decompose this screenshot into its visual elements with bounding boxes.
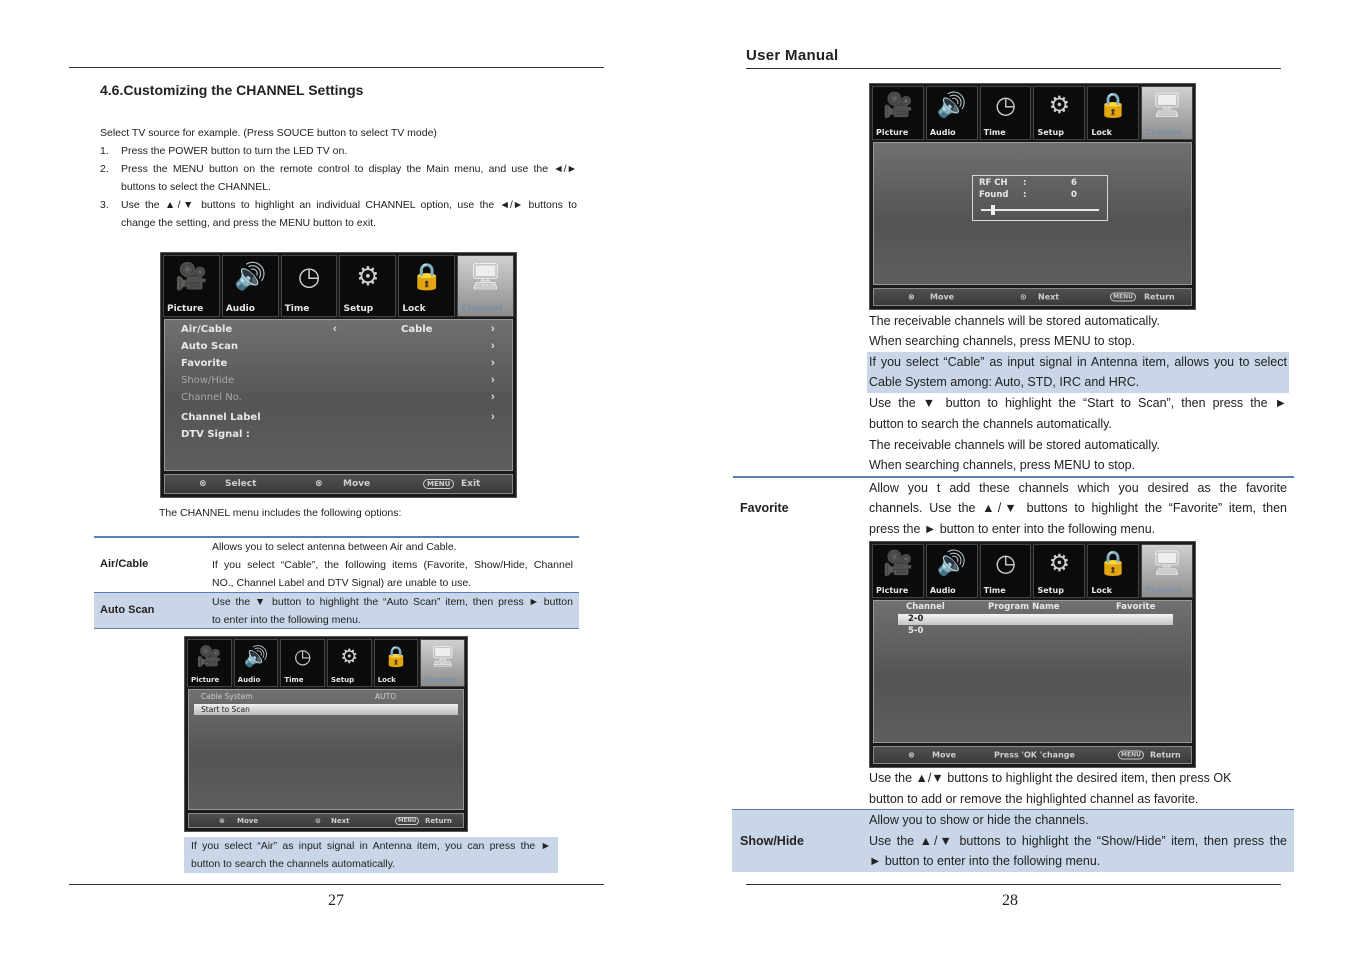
para-start-scan-1: Use the ▼ button to highlight the “Start to Scan”, then press the ► — [869, 396, 1287, 410]
step-2-text-cont: buttons to select the CHANNEL. — [121, 181, 271, 193]
speaker-icon: 🔊 — [243, 645, 269, 668]
figure-caption: The CHANNEL menu includes the following options: — [159, 507, 402, 519]
table-bottom-rule — [94, 628, 579, 629]
tv-icon-audio: 🔊 Audio — [926, 544, 978, 598]
cable-system-label: Cable System — [201, 692, 253, 701]
top-rule-left — [69, 67, 604, 68]
intro-text: Select TV source for example. (Press SOUCE button to select TV mode) — [100, 127, 437, 139]
section-number: 4.6. — [100, 82, 124, 98]
channel-row: 5-0 — [908, 626, 924, 636]
tv-icon-channel: 🖥 Channel — [457, 255, 514, 317]
tv-icon-channel: 🖥 Channel — [420, 639, 465, 687]
right-arrow-icon: › — [491, 340, 495, 352]
gear-icon: ⚙ — [356, 260, 380, 291]
para-stop-2: When searching channels, press MENU to stop. — [869, 458, 1136, 472]
favorite-desc-1: Allow you t add these channels which you desired as the favorite — [869, 481, 1287, 495]
favorite-after-2: button to add or remove the highlighted channel as favorite. — [869, 792, 1199, 806]
tv-icon-time: ◷ Time — [980, 86, 1032, 140]
leftright-icon: ⊗ — [315, 479, 323, 489]
tv-icon-channel: 🖥 Channel — [1141, 86, 1193, 140]
bottom-rule-left — [69, 884, 604, 885]
tv-icon-setup: ⚙ Setup — [1033, 544, 1085, 598]
right-arrow-icon: › — [491, 357, 495, 369]
air-note-line-1: If you select “Air” as input signal in Antenna item, you can press the ► — [191, 840, 551, 852]
tv-menu-value: Cable — [401, 324, 433, 335]
para-stored-1: The receivable channels will be stored automatically. — [869, 314, 1160, 328]
cable-note-line-2: Cable System among: Auto, STD, IRC and HRC. — [869, 375, 1140, 389]
step-1-text: Press the POWER button to turn the LED TV on. — [121, 145, 348, 157]
tv-icon-setup: ⚙ Setup — [327, 639, 372, 687]
tv-footer: ⊗ Move ⊙ Next MENU Return — [873, 288, 1192, 306]
scan-progress-marker — [991, 205, 995, 215]
tv-icon-setup: ⚙ Setup — [1033, 86, 1085, 140]
clock-icon: ◷ — [995, 550, 1017, 578]
lock-icon: 🔒 — [1098, 92, 1129, 120]
favorite-desc-3: press the ► button to enter into the following menu. — [869, 522, 1156, 536]
tv-icon-bar — [163, 255, 514, 317]
column-channel: Channel — [906, 602, 945, 612]
auto-scan-desc-2: to enter into the following menu. — [212, 614, 361, 626]
menu-key-icon: MENU — [1118, 751, 1144, 760]
lock-icon: 🔒 — [1098, 550, 1129, 578]
tv-icon-bar — [187, 639, 465, 687]
tv-icon-time: ◷ Time — [980, 544, 1032, 598]
auto-scan-desc-1: Use the ▼ button to highlight the “Auto Scan” item, then press ► button — [212, 596, 573, 608]
found-label: Found — [979, 190, 1009, 200]
clock-icon: ◷ — [297, 260, 321, 291]
right-arrow-icon: › — [491, 323, 495, 335]
tv-screen — [188, 689, 464, 810]
ok-icon: ⊙ — [1020, 292, 1027, 302]
tv-icon-bar — [872, 544, 1193, 598]
monitor-icon: 🖥 — [469, 260, 503, 291]
scan-progress-box — [972, 175, 1108, 221]
tv-scan-progress-screenshot — [869, 83, 1196, 310]
tv-menu-row: Show/Hide — [181, 375, 235, 386]
menu-key-icon: MENU — [1110, 293, 1136, 302]
ok-icon: ⊙ — [315, 816, 321, 825]
tv-footer: ⊗ Move ⊙ Next MENU Return — [188, 813, 464, 828]
top-rule-right — [746, 68, 1281, 69]
camera-icon: 🎥 — [882, 92, 913, 120]
step-1-number: 1. — [100, 145, 109, 157]
column-favorite: Favorite — [1116, 602, 1156, 612]
tv-menu-row: Air/Cable — [181, 324, 233, 335]
show-hide-label: Show/Hide — [740, 834, 804, 848]
cable-note-line-1: If you select “Cable” as input signal in Antenna item, allows you to select — [869, 355, 1287, 369]
speaker-icon: 🔊 — [234, 260, 267, 291]
manual-header: User Manual — [746, 47, 839, 64]
air-cable-label: Air/Cable — [100, 558, 149, 570]
tv-menu-row: Channel Label — [181, 412, 261, 423]
tv-icon-audio: 🔊 Audio — [222, 255, 279, 317]
tv-menu-row: DTV Signal : — [181, 429, 250, 440]
tv-icon-picture: 🎥 Picture — [187, 639, 232, 687]
page-number-right: 28 — [1002, 892, 1018, 909]
tv-icon-lock: 🔒 Lock — [374, 639, 419, 687]
show-hide-desc-1: Allow you to show or hide the channels. — [869, 813, 1089, 827]
tv-icon-picture: 🎥 Picture — [163, 255, 220, 317]
start-to-scan-label: Start to Scan — [201, 705, 250, 714]
updown-icon: ⊗ — [908, 750, 915, 760]
tv-icon-picture: 🎥 Picture — [872, 86, 924, 140]
tv-footer: ⊗ Move Press 'OK 'change MENU Return — [873, 746, 1192, 764]
tv-icon-audio: 🔊 Audio — [926, 86, 978, 140]
channel-row: 2-0 — [908, 614, 924, 624]
tv-icon-bar — [872, 86, 1193, 140]
tv-favorite-menu-screenshot — [869, 541, 1196, 768]
cable-system-value: AUTO — [375, 692, 397, 701]
tv-menu-row: Channel No. — [181, 392, 242, 403]
tv-icon-channel: 🖥 Channel — [1141, 544, 1193, 598]
step-3-text: Use the ▲/▼ buttons to highlight an individual CHANNEL option, use the ◄/► buttons to — [121, 199, 577, 211]
tv-menu-row: Favorite — [181, 358, 228, 369]
air-cable-desc-3: NO., Channel Label and DTV Signal) are unable to use. — [212, 577, 472, 589]
favorite-after-1: Use the ▲/▼ buttons to highlight the desired item, then press OK — [869, 771, 1232, 785]
show-hide-desc-3: ► button to enter into the following menu. — [869, 854, 1101, 868]
speaker-icon: 🔊 — [936, 92, 967, 120]
para-stop-1: When searching channels, press MENU to stop. — [869, 334, 1136, 348]
monitor-icon: 🖥 — [430, 645, 456, 668]
tv-icon-lock: 🔒 Lock — [1087, 86, 1139, 140]
found-colon: : — [1023, 190, 1027, 200]
step-3-number: 3. — [100, 199, 109, 211]
updown-icon: ⊗ — [219, 816, 225, 825]
favorite-label: Favorite — [740, 501, 789, 515]
camera-icon: 🎥 — [196, 645, 222, 668]
step-2-text: Press the MENU button on the remote control to display the Main menu, and use the ◄/► — [121, 163, 577, 175]
camera-icon: 🎥 — [175, 260, 208, 291]
found-value: 0 — [1071, 190, 1077, 200]
tv-menu-row: Auto Scan — [181, 341, 238, 352]
tv-icon-time: ◷ Time — [281, 255, 338, 317]
tv-autoscan-menu-screenshot — [184, 636, 468, 832]
gear-icon: ⚙ — [340, 645, 359, 668]
right-arrow-icon: › — [491, 391, 495, 403]
column-program-name: Program Name — [988, 602, 1060, 612]
camera-icon: 🎥 — [882, 550, 913, 578]
menu-key-icon: MENU — [395, 817, 419, 825]
speaker-icon: 🔊 — [936, 550, 967, 578]
section-title: Customizing the CHANNEL Settings — [123, 82, 364, 98]
tv-icon-picture: 🎥 Picture — [872, 544, 924, 598]
lock-icon: 🔒 — [383, 645, 409, 668]
scan-progress-bar — [981, 209, 1099, 211]
tv-icon-lock: 🔒 Lock — [1087, 544, 1139, 598]
menu-key-icon: MENU — [423, 479, 454, 489]
clock-icon: ◷ — [293, 645, 312, 668]
para-start-scan-2: button to search the channels automatically. — [869, 417, 1112, 431]
section-heading — [100, 82, 363, 98]
bottom-rule-right — [746, 884, 1281, 885]
right-arrow-icon: › — [491, 374, 495, 386]
clock-icon: ◷ — [995, 92, 1017, 120]
rf-channel-value: 6 — [1071, 178, 1077, 188]
para-stored-2: The receivable channels will be stored automatically. — [869, 438, 1160, 452]
channel-row-highlight — [898, 614, 1173, 625]
tv-screen — [873, 600, 1192, 743]
favorite-desc-2: channels. Use the ▲/▼ buttons to highlight the “Favorite” item, then — [869, 501, 1287, 515]
tv-channel-menu-screenshot — [160, 252, 517, 498]
gear-icon: ⚙ — [1048, 550, 1071, 578]
tv-icon-lock: 🔒 Lock — [398, 255, 455, 317]
tv-icon-setup: ⚙ Setup — [339, 255, 396, 317]
right-arrow-icon: › — [491, 411, 495, 423]
show-hide-desc-2: Use the ▲/▼ buttons to highlight the “Show/Hide” item, then press the — [869, 834, 1287, 848]
lock-icon: 🔒 — [410, 260, 443, 291]
left-arrow-icon: ‹ — [333, 323, 337, 335]
tv-screen — [873, 142, 1192, 285]
tv-footer: ⊗ Select ⊗ Move MENU Exit — [164, 474, 513, 494]
auto-scan-label: Auto Scan — [100, 604, 155, 616]
monitor-icon: 🖥 — [1151, 92, 1183, 120]
tv-icon-time: ◷ Time — [280, 639, 325, 687]
rf-channel-label: RF CH — [979, 178, 1008, 188]
page-number-left: 27 — [328, 892, 344, 909]
updown-icon: ⊗ — [199, 479, 207, 489]
rf-channel-colon: : — [1023, 178, 1027, 188]
monitor-icon: 🖥 — [1151, 550, 1183, 578]
air-note-line-2: button to search the channels automatically. — [191, 858, 396, 870]
tv-icon-audio: 🔊 Audio — [234, 639, 279, 687]
air-cable-desc-1: Allows you to select antenna between Air and Cable. — [212, 541, 457, 553]
updown-icon: ⊗ — [908, 292, 915, 302]
gear-icon: ⚙ — [1048, 92, 1071, 120]
tv-screen — [164, 319, 513, 471]
air-cable-desc-2: If you select “Cable”, the following items (Favorite, Show/Hide, Channel — [212, 559, 573, 571]
step-3-text-cont: change the setting, and press the MENU button to exit. — [121, 217, 377, 229]
step-2-number: 2. — [100, 163, 109, 175]
